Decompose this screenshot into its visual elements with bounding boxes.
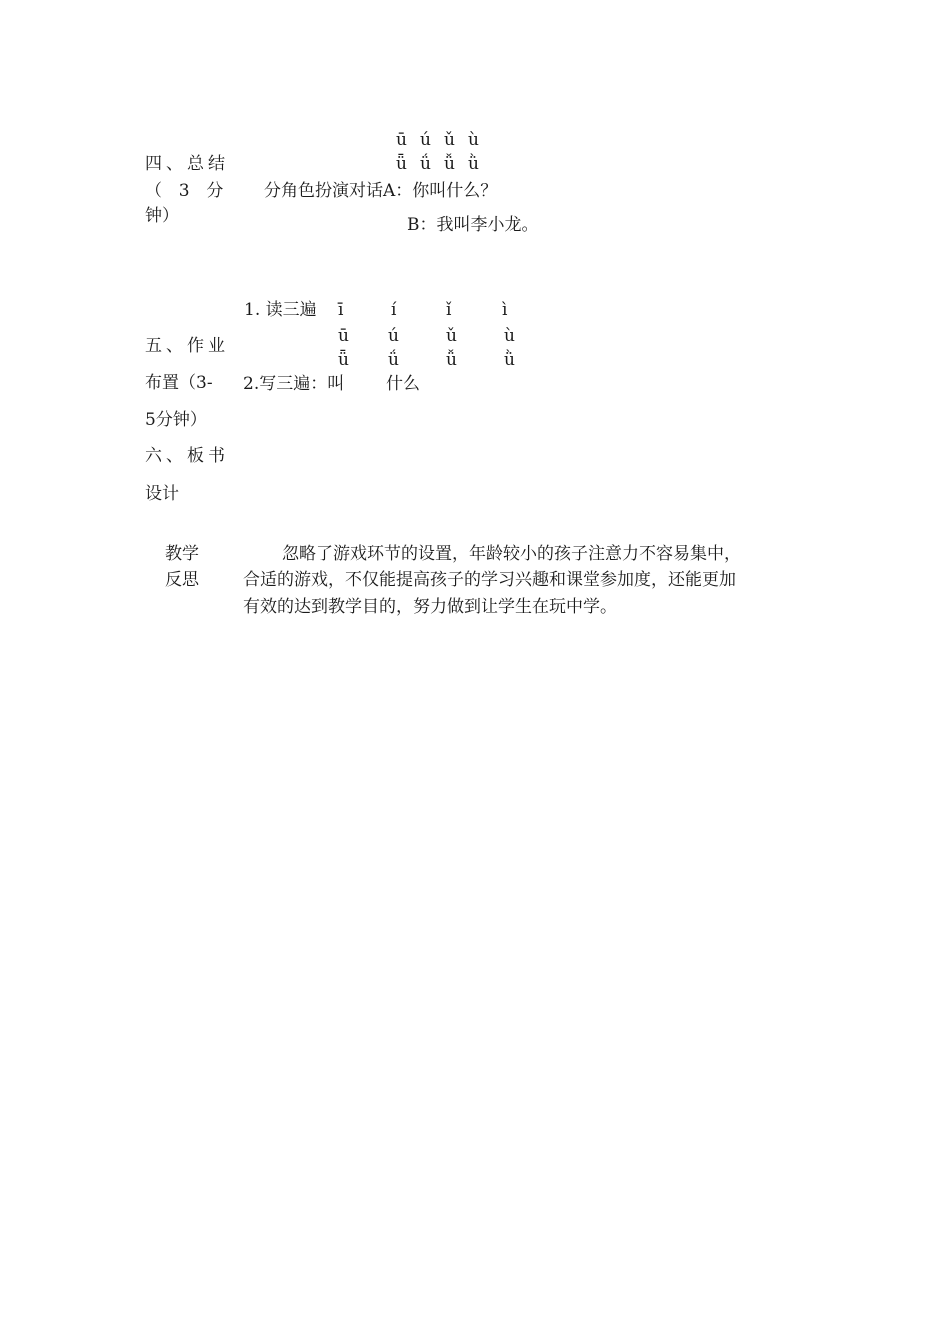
tone-mark: ú bbox=[388, 326, 399, 346]
section4-label-line3: 钟） bbox=[145, 206, 179, 226]
tone-mark: ū bbox=[338, 326, 349, 346]
section4-tones-row-1 bbox=[396, 130, 492, 150]
tone-mark: ǔ bbox=[446, 326, 457, 346]
reflection-text-line1: 忽略了游戏环节的设置，年龄较小的孩子注意力不容易集中， bbox=[282, 544, 741, 564]
tone-mark: ǖ bbox=[396, 154, 407, 174]
reflection-label-line1: 教学 bbox=[165, 544, 199, 564]
tone-mark: ǘ bbox=[388, 350, 399, 370]
tone-mark: ǔ bbox=[444, 130, 455, 150]
section4-label-line2: （ 3 分 bbox=[145, 181, 226, 201]
tone-mark: í bbox=[391, 300, 397, 320]
tone-mark: ū bbox=[396, 130, 407, 150]
tone-mark: ú bbox=[420, 130, 431, 150]
tone-mark: ī bbox=[338, 300, 344, 320]
reflection-text-line2: 合适的游戏，不仅能提高孩子的学习兴趣和课堂参加度，还能更加 bbox=[243, 570, 736, 590]
section5-read-row-2 bbox=[338, 326, 528, 346]
section5-read-row-1 bbox=[338, 300, 526, 320]
section6-label-line1: 六、板书 bbox=[145, 446, 229, 466]
tone-mark: ù bbox=[468, 130, 479, 150]
tone-mark: ǜ bbox=[504, 350, 515, 370]
section5-label-line3: 5分钟） bbox=[145, 410, 207, 430]
section5-label-line1: 五、作业 bbox=[145, 336, 229, 356]
section5-read-row-3 bbox=[338, 350, 528, 370]
reflection-label-line2: 反思 bbox=[165, 570, 199, 590]
section6-label-line2: 设计 bbox=[145, 484, 179, 504]
tone-mark: ǖ bbox=[338, 350, 349, 370]
tone-mark: ǚ bbox=[446, 350, 457, 370]
section5-write-label: 2.写三遍：叫 bbox=[243, 374, 345, 394]
tone-mark: ǚ bbox=[444, 154, 455, 174]
section5-write-word: 什么 bbox=[386, 374, 420, 394]
section4-dialog-a: 分角色扮演对话A：你叫什么？ bbox=[264, 181, 498, 201]
section5-read-label: 1. 读三遍 bbox=[244, 300, 317, 320]
section4-dialog-b: B：我叫李小龙。 bbox=[407, 215, 539, 235]
tone-mark: ǜ bbox=[468, 154, 479, 174]
tone-mark: ǘ bbox=[420, 154, 431, 174]
section4-label-line1: 四、总结 bbox=[145, 154, 229, 174]
tone-mark: ù bbox=[504, 326, 515, 346]
tone-mark: ì bbox=[502, 300, 508, 320]
section5-label-line2: 布置（3- bbox=[145, 373, 213, 393]
section4-tones-row-2 bbox=[396, 154, 492, 174]
reflection-text-line3: 有效的达到教学目的，努力做到让学生在玩中学。 bbox=[243, 597, 617, 617]
tone-mark: ǐ bbox=[446, 300, 452, 320]
